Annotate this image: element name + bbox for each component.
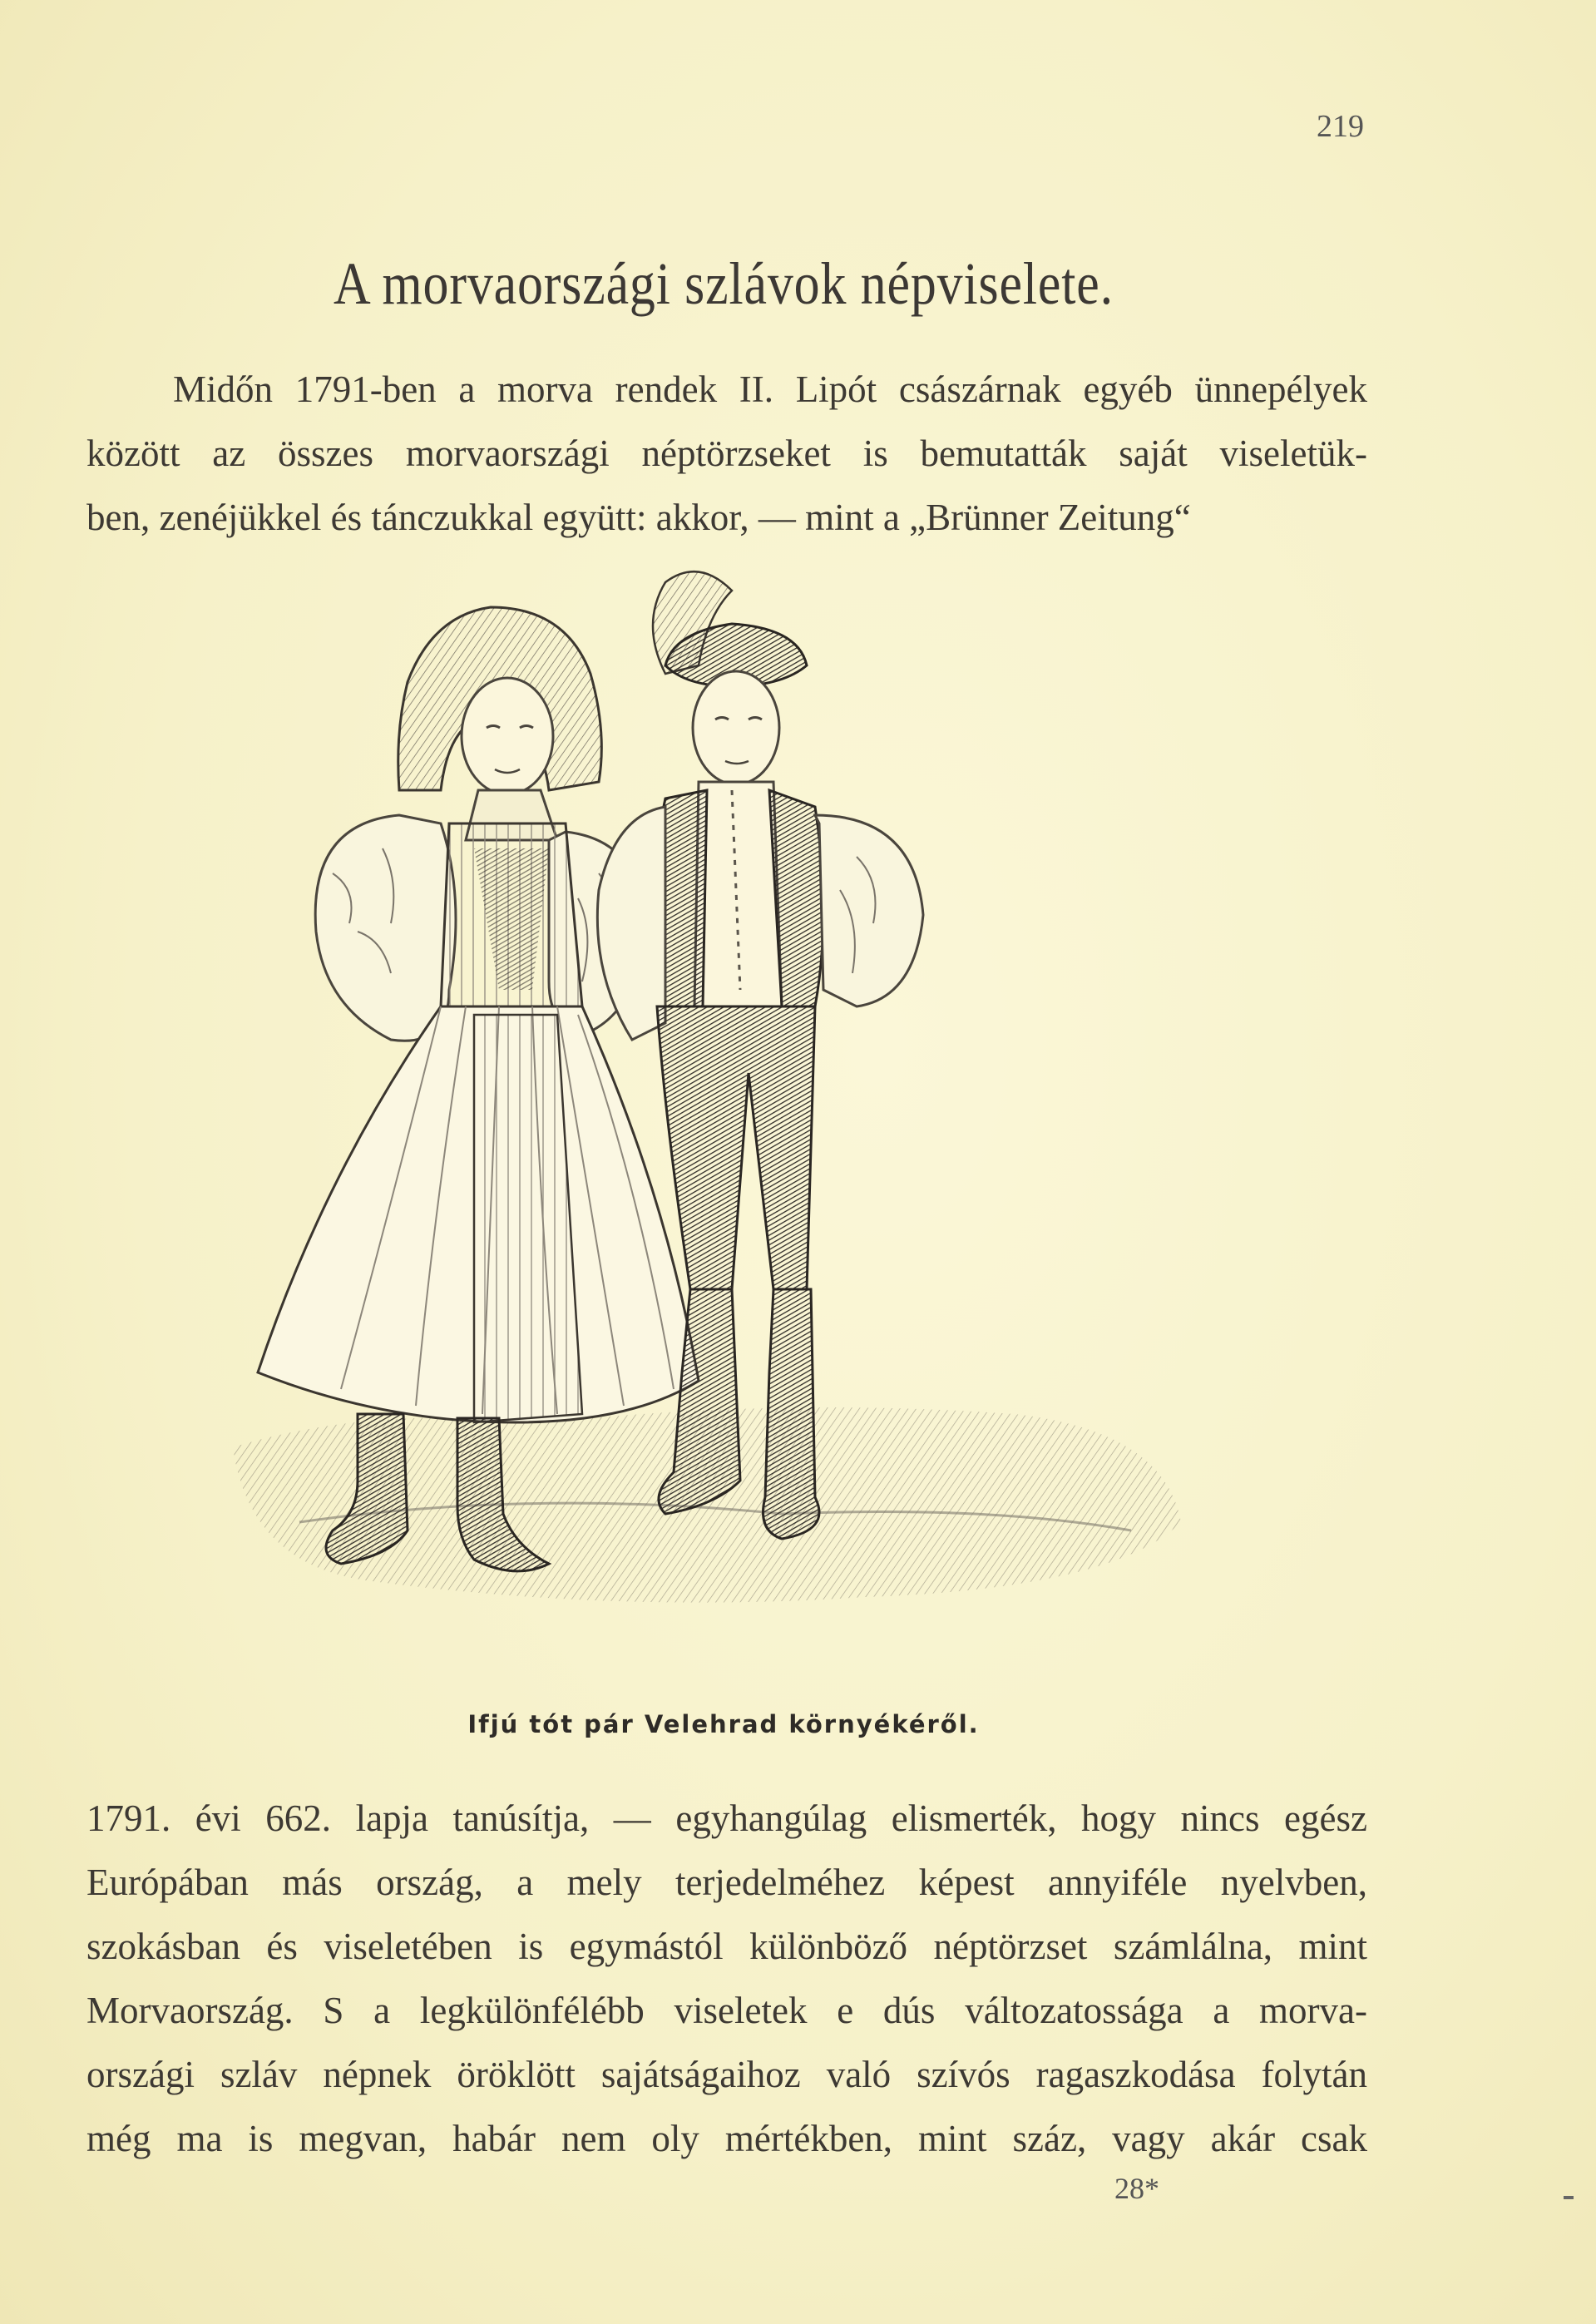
figure-caption: Ifjú tót pár Velehrad környékéről. xyxy=(467,1710,980,1738)
text-line: 1791. évi 662. lapja tanúsítja, — egyhangúlag elismerték, hogy nincs egész xyxy=(86,1797,1367,1839)
engraving-illustration xyxy=(200,541,1206,1689)
text-line: között az összes morvaországi néptörzseket is bemutatták saját viseletük- xyxy=(86,433,1367,474)
text-line: Morvaország. S a legkülönfélébb viseletek e dús változatossága a morva- xyxy=(86,1990,1367,2031)
text-line: Európában más ország, a mely terjedelméhez képest annyiféle nyelvben, xyxy=(86,1862,1367,1903)
page-title: A morvaországi szlávok népviselete. xyxy=(334,250,1114,317)
text-line: szokásban és viseletében is egymástól különböző néptörzset számlálna, mint xyxy=(86,1926,1367,1967)
text-line: még ma is megvan, habár nem oly mértékben, mint száz, vagy akár csak xyxy=(86,2118,1367,2159)
edge-mark xyxy=(1564,2196,1574,2199)
text-line: országi szláv népnek öröklött sajátságaihoz való szívós ragaszkodása folytán xyxy=(86,2054,1367,2095)
body-paragraph xyxy=(86,1787,1367,2171)
signature-mark: 28* xyxy=(1114,2172,1159,2205)
intro-paragraph xyxy=(86,358,1367,550)
text-line: ben, zenéjükkel és tánczukkal együtt: akkor, — mint a „Brünner Zeitung“ xyxy=(86,497,1191,538)
page-number: 219 xyxy=(1317,109,1364,144)
text-line: Midőn 1791-ben a morva rendek II. Lipót császárnak egyéb ünnepélyek xyxy=(173,368,1367,410)
